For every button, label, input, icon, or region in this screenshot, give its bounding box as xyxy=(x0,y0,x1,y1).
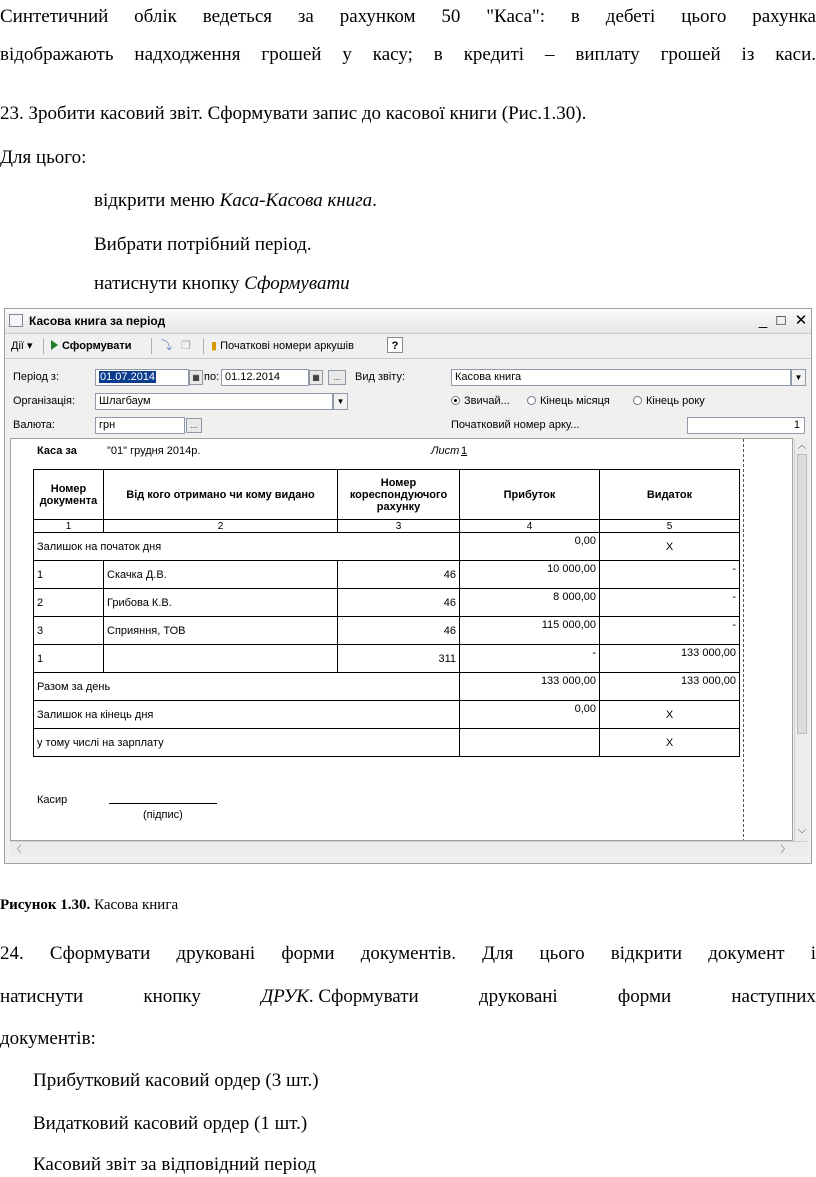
header-doc-number: Номер документа xyxy=(34,470,104,520)
cash-book-report xyxy=(10,438,793,841)
salary-x: X xyxy=(600,729,740,757)
list-item: Видатковий касовий ордер (1 шт.) xyxy=(33,1113,308,1134)
header-expense: Видаток xyxy=(600,470,740,520)
day-total-label: Разом за день xyxy=(34,673,460,701)
organization-label: Організація: xyxy=(13,395,75,407)
column-number: 5 xyxy=(600,520,740,533)
table-row xyxy=(34,589,740,617)
period-from-input[interactable]: 01.07.2014 xyxy=(95,369,189,386)
sheets-icon: ▮ xyxy=(211,340,218,352)
row-who xyxy=(104,645,338,673)
report-date: "01" грудня 2014р. xyxy=(107,445,201,457)
period-label: Період з: xyxy=(13,371,60,383)
row-expense: 133 000,00 xyxy=(600,645,740,673)
close-button[interactable]: ✕ xyxy=(794,312,808,329)
row-income: - xyxy=(460,645,600,673)
arrow-down-icon[interactable]: ⤵ xyxy=(161,340,172,352)
scroll-down-icon[interactable]: ﹀ xyxy=(797,829,807,839)
row-account: 311 xyxy=(338,645,460,673)
table-row xyxy=(34,561,740,589)
minimize-button[interactable]: _ xyxy=(758,312,768,329)
row-who: Сприяння, ТОВ xyxy=(104,617,338,645)
cash-book-table xyxy=(33,469,740,757)
step-line: натиснути кнопку Сформувати xyxy=(94,273,350,294)
paragraph-line: Синтетичний облік ведеться за рахунком 50 "Каса": в дебеті цього рахунка xyxy=(0,6,816,27)
header-from-whom: Від кого отримано чи кому видано xyxy=(104,470,338,520)
period-to-input[interactable]: 01.12.2014 xyxy=(221,369,309,386)
help-button[interactable]: ? xyxy=(387,337,403,353)
row-expense: - xyxy=(600,589,740,617)
radio-checked-icon xyxy=(451,396,460,405)
radio-year-end[interactable]: Кінець року xyxy=(633,395,705,407)
start-sheet-input[interactable]: 1 xyxy=(687,417,805,434)
maximize-button[interactable]: □ xyxy=(776,312,786,329)
scroll-thumb[interactable] xyxy=(797,454,807,734)
generate-button[interactable]: Сформувати xyxy=(51,338,132,354)
document-icon xyxy=(9,314,23,327)
period-select-button[interactable]: ... xyxy=(328,370,346,385)
row-expense: - xyxy=(600,617,740,645)
chevron-down-icon[interactable]: ▼ xyxy=(333,393,348,410)
calendar-icon[interactable]: ▦ xyxy=(189,370,203,385)
page-break-line xyxy=(743,439,744,841)
signature-line xyxy=(109,803,217,804)
signature-label: (підпис) xyxy=(143,809,183,821)
report-type-select[interactable]: Касова книга xyxy=(451,369,791,386)
row-income: 10 000,00 xyxy=(460,561,600,589)
cash-for-label: Каса за xyxy=(37,445,77,457)
sheet-number: 1 xyxy=(461,445,468,457)
column-number: 3 xyxy=(338,520,460,533)
row-income: 8 000,00 xyxy=(460,589,600,617)
column-number: 4 xyxy=(460,520,600,533)
chevron-down-icon[interactable]: ▼ xyxy=(791,369,806,386)
toolbar-separator xyxy=(203,338,204,354)
window-titlebar xyxy=(5,309,811,334)
currency-input[interactable]: грн xyxy=(95,417,185,434)
play-icon xyxy=(51,340,58,350)
step-line: Вибрати потрібний період. xyxy=(94,234,312,255)
paragraph-line: Для цього: xyxy=(0,147,87,168)
paragraph-line: 23. Зробити касовий звіт. Сформувати запис до касової книги (Рис.1.30). xyxy=(0,103,587,124)
paragraph-line: 24. Сформувати друковані форми документів. Для цього відкрити документ і xyxy=(0,943,816,964)
row-doc: 1 xyxy=(34,561,104,589)
paragraph-line: відображають надходження грошей у касу; в кредиті – виплату грошей із каси. xyxy=(0,44,816,65)
row-account: 46 xyxy=(338,561,460,589)
scroll-up-icon[interactable]: ︿ xyxy=(797,440,807,450)
closing-balance-label: Залишок на кінець дня xyxy=(34,701,460,729)
column-number-row xyxy=(34,520,740,533)
row-doc: 3 xyxy=(34,617,104,645)
column-number: 1 xyxy=(34,520,104,533)
header-income: Прибуток xyxy=(460,470,600,520)
row-who: Грибова К.В. xyxy=(104,589,338,617)
copy-icon[interactable]: ❐ xyxy=(181,340,191,352)
day-total-row xyxy=(34,673,740,701)
row-account: 46 xyxy=(338,589,460,617)
report-type-label: Вид звіту: xyxy=(355,371,406,383)
radio-month-end[interactable]: Кінець місяця xyxy=(527,395,610,407)
scroll-right-icon[interactable]: 〉 xyxy=(780,844,790,854)
currency-select-button[interactable]: ... xyxy=(186,418,202,433)
table-header-row xyxy=(34,470,740,520)
table-row xyxy=(34,645,740,673)
scroll-left-icon[interactable]: 〈 xyxy=(12,844,22,854)
sheet-label: Лист xyxy=(431,445,460,457)
row-income: 115 000,00 xyxy=(460,617,600,645)
closing-balance-value: 0,00 xyxy=(460,701,600,729)
closing-x: X xyxy=(600,701,740,729)
currency-label: Валюта: xyxy=(13,419,55,431)
vertical-scrollbar[interactable] xyxy=(794,438,809,841)
organization-select[interactable]: Шлагбаум xyxy=(95,393,333,410)
header-corr-account: Номер кореспондуючого рахунку xyxy=(338,470,460,520)
row-account: 46 xyxy=(338,617,460,645)
row-doc: 1 xyxy=(34,645,104,673)
day-total-expense: 133 000,00 xyxy=(600,673,740,701)
toolbar-separator xyxy=(151,338,152,354)
day-total-income: 133 000,00 xyxy=(460,673,600,701)
toolbar xyxy=(5,334,811,359)
cashier-label: Касир xyxy=(37,794,68,806)
row-doc: 2 xyxy=(34,589,104,617)
radio-normal[interactable]: Звичай... xyxy=(451,395,510,407)
opening-balance-value: 0,00 xyxy=(460,533,600,561)
opening-x: X xyxy=(600,533,740,561)
row-expense: - xyxy=(600,561,740,589)
step-line: відкрити меню Каса-Касова книга. xyxy=(94,190,377,211)
salary-row xyxy=(34,729,740,757)
window-title: Касова книга за період xyxy=(29,314,166,328)
calendar-icon[interactable]: ▦ xyxy=(309,370,323,385)
sheet-numbers-button[interactable]: ▮ Початкові номери аркушів xyxy=(211,340,354,352)
horizontal-scrollbar[interactable] xyxy=(10,841,808,856)
paragraph-line: натиснути кнопку ДРУК. Сформувати друковані форми наступних xyxy=(0,986,816,1007)
toolbar-separator xyxy=(43,338,44,354)
opening-balance-row xyxy=(34,533,740,561)
figure-caption: Рисунок 1.30. Касова книга xyxy=(0,897,179,913)
radio-unchecked-icon xyxy=(633,396,642,405)
row-who: Скачка Д.В. xyxy=(104,561,338,589)
radio-unchecked-icon xyxy=(527,396,536,405)
actions-menu-button[interactable]: Дії ▾ xyxy=(11,340,33,352)
column-number: 2 xyxy=(104,520,338,533)
table-row xyxy=(34,617,740,645)
period-to-label: по: xyxy=(204,371,220,383)
list-item: Касовий звіт за відповідний період xyxy=(33,1154,317,1175)
salary-empty xyxy=(460,729,600,757)
cash-book-window xyxy=(4,308,812,864)
salary-label: у тому числі на зарплату xyxy=(34,729,460,757)
opening-balance-label: Залишок на початок дня xyxy=(34,533,460,561)
paragraph-line: документів: xyxy=(0,1028,96,1049)
list-item: Прибутковий касовий ордер (3 шт.) xyxy=(33,1070,319,1091)
closing-balance-row xyxy=(34,701,740,729)
start-sheet-label: Початковий номер арку... xyxy=(451,419,580,431)
